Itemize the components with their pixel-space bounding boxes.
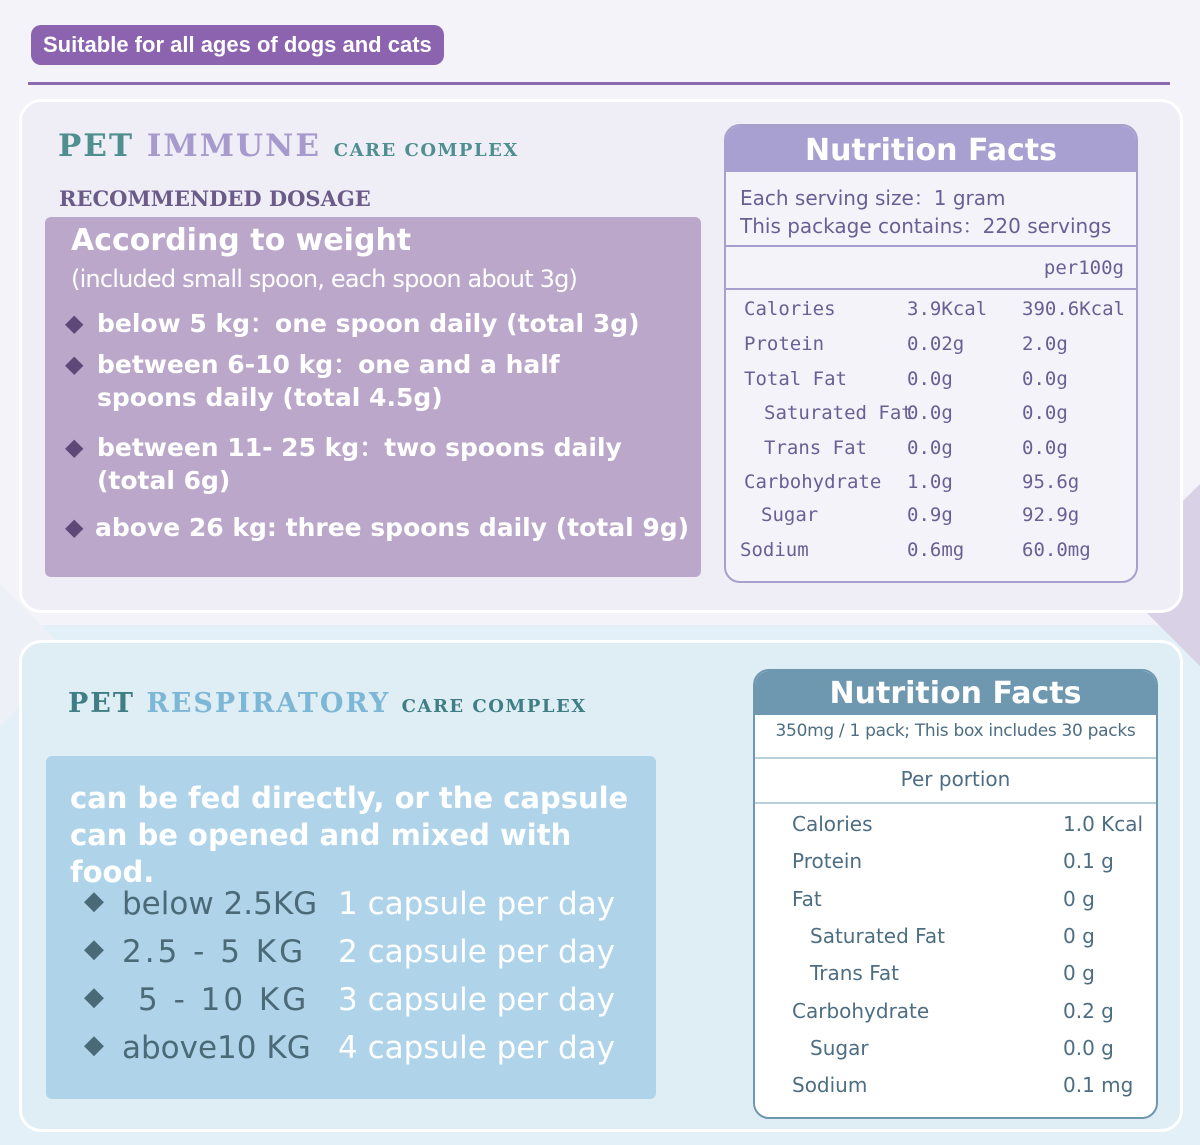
nutrition-row: Calories 3.9Kcal 390.6Kcal — [744, 298, 1125, 320]
nutrition-row: Sodium 0.6mg 60.0mg — [740, 539, 1091, 561]
nutrition-row: Fat 0 g — [792, 887, 1095, 911]
dosage-item: ◆ between 6-10 kg：one and a half spoons daily (total 4.5g) — [65, 350, 560, 412]
respiratory-product-title — [68, 688, 587, 719]
dosage-box-subheading: (included small spoon, each spoon about 3g) — [71, 265, 578, 293]
diamond-bullet-icon: ◆ — [84, 982, 104, 1012]
nutrition-row: Sugar 0.9g 92.9g — [761, 504, 1080, 526]
title-accent: RESPIRATORY — [146, 688, 391, 719]
serving-info: Each serving size：1 gram This package contains：220 servings — [740, 186, 1112, 238]
immune-dosage-box — [45, 217, 701, 577]
title-accent: IMMUNE — [146, 128, 321, 164]
nutrition-row: Carbohydrate 0.2 g — [792, 999, 1114, 1023]
respiratory-nutrition-facts-table — [753, 669, 1158, 1119]
title-suffix: CARE COMPLEX — [333, 140, 519, 161]
nutrition-row: Total Fat 0.0g 0.0g — [744, 368, 1068, 390]
nutrition-row: Sodium 0.1 mg — [792, 1073, 1134, 1097]
nutrition-row: Saturated Fat 0 g — [810, 924, 1095, 948]
nutrition-facts-title: Nutrition Facts — [726, 126, 1136, 172]
dosage-item: ◆ above 26 kg: three spoons daily (total 9g) — [65, 513, 690, 542]
divider — [726, 288, 1136, 290]
diamond-bullet-icon: ◆ — [84, 1030, 104, 1060]
immune-nutrition-facts-table — [724, 124, 1138, 583]
age-suitability-badge: Suitable for all ages of dogs and cats — [31, 25, 444, 65]
dosage-heading: RECOMMENDED DOSAGE — [59, 186, 371, 211]
column-header: Per portion — [900, 767, 1011, 791]
nutrition-row: Trans Fat 0.0g 0.0g — [764, 437, 1068, 459]
title-suffix: CARE COMPLEX — [401, 696, 587, 717]
column-header: per100g — [1043, 257, 1124, 279]
respiratory-dosage-box: can be fed directly, or the capsule can be opened and mixed with food. ◆ below 2.5KG 1 capsule per day ◆ 2.5 - 5 KG 2 capsule per day ◆ 5 - 10 KG 3 capsule per day ◆ above10 KG 4 capsule per day — [46, 756, 656, 1099]
nutrition-row: Protein 0.1 g — [792, 849, 1114, 873]
immune-product-title — [58, 128, 519, 164]
diamond-bullet-icon: ◆ — [84, 934, 104, 964]
nutrition-row: Saturated Fat 0.0g 0.0g — [764, 402, 1068, 424]
nutrition-facts-title: Nutrition Facts — [755, 671, 1156, 715]
feeding-instructions: can be fed directly, or the capsule can be opened and mixed with food. — [70, 781, 629, 889]
divider — [755, 757, 1156, 759]
dosage-item: ◆ between 11- 25 kg：two spoons daily (total 6g) — [65, 433, 622, 495]
diamond-bullet-icon: ◆ — [65, 433, 84, 461]
dosage-item: ◆ below 5 kg：one spoon daily (total 3g) — [65, 309, 640, 338]
nutrition-row: Trans Fat 0 g — [810, 961, 1095, 985]
title-prefix: PET — [58, 128, 135, 164]
title-prefix: PET — [68, 688, 135, 719]
nutrition-row: Protein 0.02g 2.0g — [744, 333, 1068, 355]
diamond-bullet-icon: ◆ — [84, 886, 104, 916]
serving-info: 350mg / 1 pack; This box includes 30 packs — [775, 721, 1136, 741]
dosage-box-heading: According to weight — [71, 223, 412, 258]
nutrition-row: Calories 1.0 Kcal — [792, 812, 1144, 836]
diamond-bullet-icon: ◆ — [65, 513, 84, 541]
nutrition-row: Carbohydrate 1.0g 95.6g — [744, 471, 1080, 493]
nutrition-row: Sugar 0.0 g — [810, 1036, 1114, 1060]
divider — [726, 245, 1136, 247]
diamond-bullet-icon: ◆ — [65, 309, 84, 337]
diamond-bullet-icon: ◆ — [65, 350, 84, 378]
divider — [755, 802, 1156, 804]
divider — [28, 82, 1170, 85]
